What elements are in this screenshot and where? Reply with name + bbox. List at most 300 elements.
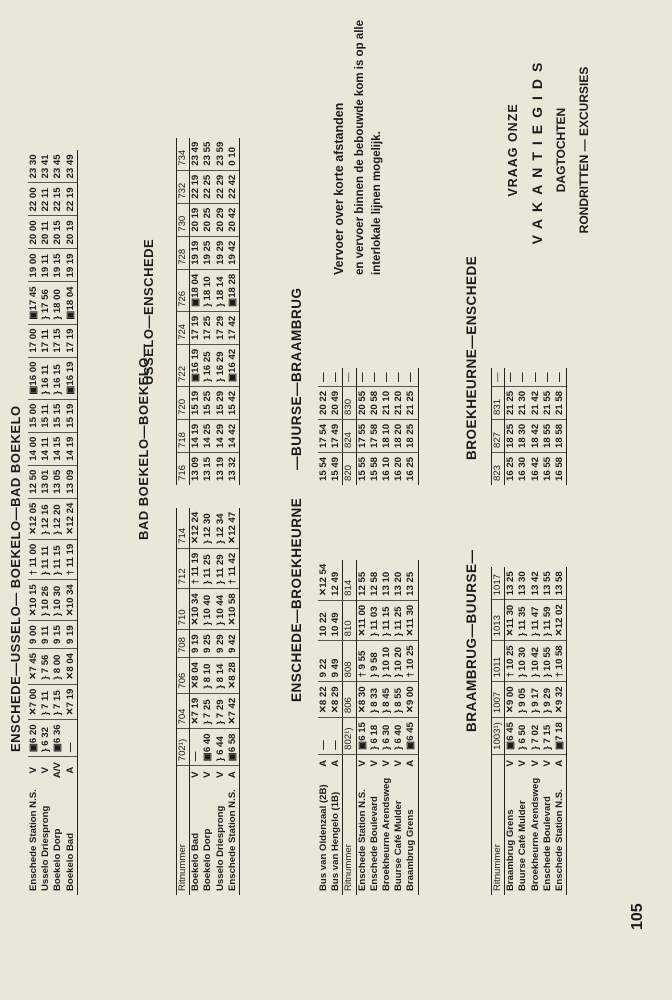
table-cell: —: [542, 368, 554, 386]
table-header-cell: Ritnummer: [177, 783, 190, 895]
table-cell: 17 00: [28, 324, 40, 357]
table-header-cell: 726: [177, 269, 190, 311]
table-header-cell: 712: [177, 548, 190, 588]
table-header-cell: 824: [343, 419, 356, 452]
table-cell: Usselo Driesprong: [40, 805, 52, 891]
table-cell: 13 25: [405, 560, 418, 601]
table-cell: 17 29: [215, 311, 227, 344]
table-cell: 23 59: [215, 138, 227, 171]
table-cell: 22 25: [202, 170, 214, 203]
title-buurse-braambrug: —BUURSE—BRAAMBRUG: [289, 287, 304, 470]
table-cell: 21 58: [554, 386, 567, 419]
table-cell: ▣17 45: [28, 282, 40, 324]
table-row: [530, 567, 542, 895]
table-cell: A: [65, 757, 78, 784]
table-cell: V: [505, 760, 517, 767]
table-cell: ✕8 28: [227, 658, 240, 694]
table-row: [517, 368, 529, 485]
table-cell: ✕9 32: [554, 682, 567, 718]
table-cell: } 18 00: [52, 282, 64, 324]
table-row: [227, 508, 240, 895]
table-cell: Enschede Station N.S.: [554, 772, 567, 895]
table-cell: ✕11 00: [356, 600, 369, 641]
table-cell: } 9 17: [530, 682, 542, 718]
table-cell: } 10 40: [202, 589, 214, 630]
table-header-cell: 720: [177, 386, 190, 419]
promo-line-1: VRAAG ONZE: [506, 103, 520, 197]
table-cell: 13 42: [530, 567, 542, 600]
table-cell: } 12 20: [52, 498, 64, 539]
table-row: [554, 567, 567, 895]
table-cell: † 10 58: [554, 641, 567, 682]
table-cell: ▣6 45: [505, 718, 518, 755]
table-header-cell: —: [343, 368, 356, 386]
table-cell: ✕10 34: [190, 589, 203, 630]
table-cell: } 6 44: [215, 729, 227, 766]
table-cell: —: [318, 368, 330, 386]
table-row: [542, 567, 554, 895]
table-cell: 18 25: [505, 419, 518, 452]
table-row: [227, 138, 240, 485]
table-cell: 18 25: [405, 419, 418, 452]
table-cell: ✕7 19: [190, 693, 203, 729]
table-cell: 9 42: [227, 630, 240, 658]
table-cell: } 7 25: [202, 693, 214, 729]
table-cell: A/V: [52, 762, 64, 779]
table-header-cell: 708: [177, 630, 190, 658]
table-cell: —: [190, 729, 203, 766]
table-cell: 13 20: [393, 560, 405, 601]
table-cell: ✕12 47: [227, 508, 240, 549]
table-cell: 20 11: [40, 216, 52, 249]
table-header-cell: 1017: [492, 567, 505, 600]
table-cell: 20 00: [28, 216, 40, 249]
table-cell: } 8 33: [369, 682, 381, 718]
table-cell: 21 30: [517, 386, 529, 419]
table-cell: —: [505, 368, 518, 386]
table-cell: ✕8 29: [330, 682, 343, 718]
table-cell: ✕12 05: [28, 498, 40, 539]
table-cell: 18 42: [530, 419, 542, 452]
table-cell: 21 42: [530, 386, 542, 419]
table-row: [215, 508, 227, 895]
table-header-cell: 714: [177, 508, 190, 549]
table-cell: 19 00: [28, 249, 40, 282]
table-cell: } 9 58: [369, 641, 381, 682]
table-cell: } 10 10: [381, 641, 393, 682]
table-header-cell: 704: [177, 693, 190, 729]
table-cell: 16 10: [381, 456, 393, 481]
table-cell: 17 15: [52, 324, 64, 357]
table-cell: Braambrug Grens: [405, 772, 418, 895]
table-cell: 15 58: [368, 456, 380, 481]
table-cell: 14 19: [65, 432, 78, 465]
table-cell: 13 10: [381, 560, 393, 601]
table-buurse-braambrug: [318, 368, 419, 485]
table-cell: } 11 03: [369, 600, 381, 641]
table-cell: } 8 00: [52, 648, 64, 684]
table-cell: A: [318, 759, 329, 767]
table-cell: 17 42: [227, 311, 240, 344]
table-cell: 13 30: [517, 567, 529, 600]
title-enschede-usselo-boekelo: ENSCHEDE—USSELO— BOEKELO—BAD BOEKELO: [8, 405, 23, 752]
table-cell: } 9 29: [542, 682, 554, 718]
table-cell: 20 58: [369, 386, 381, 419]
table-cell: } 18 10: [202, 269, 214, 311]
table-header-cell: 806: [343, 682, 356, 718]
table-bad-boekelo-enschede: [176, 508, 240, 895]
table-row: [369, 560, 381, 895]
table-cell: ✕8 22: [318, 682, 330, 718]
table-cell: 20 25: [202, 203, 214, 236]
table-cell: } 12 16: [40, 498, 52, 539]
table-header-cell: 718: [177, 419, 190, 452]
table-cell: 9 19: [65, 621, 78, 649]
promo-line-4: RONDRITTEN — EXCURSIES: [577, 66, 591, 234]
table-header-cell: 830: [343, 386, 356, 419]
table-cell: 17 55: [356, 419, 369, 452]
table-cell: Bus van Hengelo (1B): [330, 791, 342, 891]
table-cell: ✕7 00: [28, 684, 40, 720]
table-cell: 18 55: [542, 419, 554, 452]
table-header-cell: 730: [177, 203, 190, 236]
table-cell: } 7 29: [215, 693, 227, 729]
table-header-cell: —: [492, 368, 505, 386]
rotated-content: [6, 5, 666, 990]
table-cell: 21 20: [393, 386, 405, 419]
table-cell: 13 32: [227, 452, 240, 485]
table-cell: ✕10 58: [227, 589, 240, 630]
table-row: [369, 368, 381, 485]
table-cell: ✕12 24: [190, 508, 203, 549]
table-cell: 22 19: [190, 170, 203, 203]
table-cell: Boekelo Dorp: [202, 828, 214, 891]
table-cell: † 10 25: [505, 641, 518, 682]
table-cell: 16 25: [505, 456, 517, 481]
table-header-cell: 732: [177, 170, 190, 203]
table-header-cell: 1007: [492, 682, 505, 718]
table-cell: 20 15: [52, 216, 64, 249]
table-cell: } 11 47: [530, 600, 542, 641]
table-cell: 15 25: [202, 386, 214, 419]
table-cell: ✕8 30: [356, 682, 369, 718]
table-row: [393, 560, 405, 895]
table-row: [554, 368, 567, 485]
table-cell: 13 15: [202, 456, 214, 481]
info-heading: Vervoer over korte afstanden: [332, 102, 346, 275]
table-cell: ▣6 20: [28, 720, 40, 757]
table-row: [330, 368, 343, 485]
table-cell: 22 00: [28, 183, 40, 216]
table-cell: } 8 10: [202, 658, 214, 694]
table-header-cell: 1003¹): [492, 718, 505, 755]
table-cell: 14 42: [227, 419, 240, 452]
table-cell: 13 09: [190, 456, 202, 481]
table-cell: Enschede Station N.S.: [227, 783, 240, 895]
table-cell: 9 22: [318, 641, 330, 682]
table-row: [517, 567, 529, 895]
table-cell: 16 55: [541, 456, 553, 481]
table-cell: } 11 35: [517, 600, 529, 641]
table-cell: 18 20: [393, 419, 405, 452]
table-cell: V: [517, 760, 529, 767]
table-cell: ▣18 28: [227, 269, 240, 311]
table-cell: 9 00: [28, 621, 40, 649]
table-cell: 20 19: [65, 216, 78, 249]
table-header-row: [343, 368, 356, 485]
table-cell: A: [554, 754, 567, 771]
table-cell: ▣16 00: [28, 357, 40, 399]
table-cell: 15 29: [215, 386, 227, 419]
table-cell: } 7 02: [530, 718, 542, 755]
info-body: en vervoer binnen de bebouwde kom is op alle interlokale lijnen mogelijk.: [354, 20, 383, 275]
table-cell: } 9 05: [517, 682, 529, 718]
table-cell: 16 42: [529, 456, 541, 481]
table-cell: —: [530, 368, 542, 386]
table-header-cell: 810: [343, 600, 356, 641]
table-row: [215, 138, 227, 485]
table-cell: † 9 55: [356, 641, 369, 682]
table-cell: } 10 30: [517, 641, 529, 682]
table-cell: ▣18 04: [65, 282, 78, 324]
table-cell: 15 54: [318, 456, 329, 481]
table-cell: 15 55: [356, 456, 368, 481]
table-cell: ✕9 00: [405, 682, 418, 718]
table-cell: ▣18 04: [190, 269, 203, 311]
table-cell: 16 30: [517, 456, 529, 481]
table-cell: ✕12 02: [554, 600, 567, 641]
table-cell: 23 30: [28, 150, 40, 183]
page-number: 105: [629, 903, 646, 930]
table-cell: ▣7 18: [554, 718, 567, 755]
table-row: [405, 560, 418, 895]
table-cell: 20 29: [215, 203, 227, 236]
table-cell: } 7 56: [40, 648, 52, 684]
table-header-cell: 724: [177, 311, 190, 344]
table-enschede-broekheurne: [318, 560, 419, 895]
table-cell: 16 25: [405, 452, 418, 485]
table-row: [330, 560, 343, 895]
table-row: [356, 368, 369, 485]
table-cell: V: [40, 766, 52, 774]
table-row: [202, 508, 214, 895]
table-cell: 14 11: [40, 432, 52, 465]
table-row: [52, 150, 64, 895]
table-cell: 9 49: [330, 641, 343, 682]
table-cell: 21 25: [405, 386, 418, 419]
table-cell: Boekelo Bad: [190, 832, 202, 891]
table-cell: 19 29: [215, 236, 227, 269]
table-cell: 9 19: [190, 630, 203, 658]
table-cell: ✕7 45: [28, 648, 40, 684]
table-header-cell: 716: [177, 452, 190, 485]
table-header-cell: [492, 754, 505, 771]
table-cell: 17 58: [369, 419, 381, 452]
table-row: [190, 138, 203, 485]
table-cell: ✕10 15: [28, 580, 40, 621]
table-cell: 23 55: [202, 138, 214, 171]
table-header-row: [343, 560, 356, 895]
table-cell: ▣16 19: [65, 357, 78, 399]
table-header-cell: 710: [177, 589, 190, 630]
table-cell: 20 19: [190, 203, 203, 236]
table-cell: 22 29: [215, 170, 227, 203]
table-cell: —: [405, 368, 418, 386]
table-cell: —: [554, 368, 567, 386]
table-cell: ✕12 54: [318, 560, 330, 601]
table-cell: } 16 11: [40, 357, 52, 399]
table-cell: 10 49: [330, 600, 343, 641]
title-usselo-enschede: USSELO—ENSCHEDE: [141, 238, 156, 385]
table-cell: ✕8 04: [190, 658, 203, 694]
table-cell: } 8 45: [381, 682, 393, 718]
table-header-row: [177, 508, 190, 895]
table-header-cell: 1013: [492, 600, 505, 641]
table-cell: Enschede Boulevard: [541, 796, 553, 891]
table-cell: } 10 26: [40, 580, 52, 621]
table-cell: 19 19: [65, 249, 78, 282]
info-text: [331, 20, 386, 275]
table-cell: 17 11: [40, 324, 52, 357]
table-cell: † 11 00: [28, 539, 40, 579]
table-row: [65, 150, 78, 895]
table-cell: Buurse Café Mulder: [517, 800, 529, 891]
table-cell: 14 25: [202, 419, 214, 452]
title-enschede-broekheurne: ENSCHEDE—BROEKHEURNE: [289, 497, 304, 702]
title-bad-boekelo-enschede: BAD BOEKELO—BOEKELO—: [136, 343, 151, 540]
table-cell: ▣16 19: [190, 344, 203, 386]
table-cell: —: [318, 718, 330, 755]
table-cell: 14 15: [52, 432, 64, 465]
table-row: [381, 368, 393, 485]
table-cell: —: [65, 720, 78, 757]
table-cell: Boekelo Dorp: [52, 828, 64, 891]
table-cell: V: [541, 760, 553, 767]
table-header-cell: 808: [343, 641, 356, 682]
table-cell: 18 30: [517, 419, 529, 452]
table-header-cell: 722: [177, 344, 190, 386]
table-row: [318, 560, 330, 895]
table-cell: —: [356, 368, 369, 386]
table-cell: } 17 56: [40, 282, 52, 324]
table-row: [356, 560, 369, 895]
table-cell: ▣6 40: [202, 729, 214, 766]
table-cell: † 11 42: [227, 548, 240, 588]
table-cell: † 10 25: [405, 641, 418, 682]
table-header-row: [492, 368, 505, 485]
table-cell: ▣6 15: [356, 718, 369, 755]
table-cell: V: [529, 760, 541, 767]
table-cell: Bus van Oldenzaal (2B): [318, 784, 329, 891]
table-header-row: [492, 567, 505, 895]
table-cell: V: [202, 771, 214, 778]
table-cell: } 8 14: [215, 658, 227, 694]
table-cell: 13 19: [214, 456, 226, 481]
table-cell: } 6 18: [369, 718, 381, 755]
table-header-cell: 802¹): [343, 718, 356, 755]
table-cell: 18 58: [554, 419, 567, 452]
table-cell: ▣6 45: [405, 718, 418, 755]
title-broekheurne-enschede: BROEKHEURNE—ENSCHEDE: [464, 255, 479, 460]
table-cell: } 11 25: [393, 600, 405, 641]
table-cell: 17 54: [318, 419, 330, 452]
table-cell: Enschede Station N.S.: [356, 789, 368, 891]
table-cell: V: [368, 760, 380, 767]
table-cell: ▣6 36: [52, 720, 64, 757]
table-cell: } 10 55: [542, 641, 554, 682]
table-cell: ▣16 42: [227, 344, 240, 386]
table-cell: † 11 19: [65, 539, 78, 579]
table-header-row: [177, 138, 190, 485]
promo-line-3: DAGTOCHTEN: [554, 107, 568, 193]
table-cell: —: [330, 718, 343, 755]
table-cell: —: [330, 368, 343, 386]
table-cell: 15 19: [190, 386, 203, 419]
table-row: [202, 138, 214, 485]
table-cell: 23 49: [65, 150, 78, 183]
table-cell: } 11 29: [215, 548, 227, 588]
table-cell: 15 42: [227, 386, 240, 419]
table-cell: 22 19: [65, 183, 78, 216]
table-cell: —: [381, 368, 393, 386]
table-cell: } 7 11: [40, 684, 52, 720]
table-cell: } 10 42: [530, 641, 542, 682]
table-cell: ✕11 30: [405, 600, 418, 641]
table-cell: 22 15: [52, 183, 64, 216]
table-cell: —: [369, 368, 381, 386]
table-header-cell: 1011: [492, 641, 505, 682]
table-cell: 20 49: [330, 386, 343, 419]
table-cell: 12 49: [330, 560, 343, 601]
table-cell: 14 19: [190, 419, 203, 452]
table-cell: 20 42: [227, 203, 240, 236]
table-broekheurne-enschede: [491, 368, 567, 485]
table-cell: 13 09: [65, 465, 78, 498]
table-cell: ✕10 34: [65, 580, 78, 621]
table-cell: † 11 19: [190, 548, 203, 588]
table-cell: 21 55: [542, 386, 554, 419]
table-cell: 15 15: [52, 399, 64, 432]
table-header-cell: Ritnummer: [492, 772, 505, 895]
table-row: [318, 368, 330, 485]
table-cell: 19 11: [40, 249, 52, 282]
table-cell: V: [356, 760, 368, 767]
table-cell: 16 20: [393, 456, 405, 481]
table-cell: ▣6 58: [227, 729, 240, 766]
table-header-cell: 728: [177, 236, 190, 269]
table-header-cell: 814: [343, 560, 356, 601]
promo-line-2: VAKANTIEGIDS: [529, 55, 545, 245]
table-cell: } 11 15: [381, 600, 393, 641]
promo-block: [506, 10, 600, 290]
table-cell: 15 49: [330, 456, 342, 481]
table-cell: 15 00: [28, 399, 40, 432]
table-cell: 19 42: [227, 236, 240, 269]
table-cell: 10 22: [318, 600, 330, 641]
table-cell: 15 11: [40, 399, 52, 432]
table-cell: 9 11: [40, 621, 52, 649]
table-row: [40, 150, 52, 895]
table-cell: 19 15: [52, 249, 64, 282]
table-cell: } 11 25: [202, 548, 214, 588]
table-braambrug-buurse-enschede: [491, 567, 567, 895]
table-row: [28, 150, 40, 895]
table-cell: 13 01: [40, 465, 52, 498]
table-cell: —: [517, 368, 529, 386]
table-cell: } 6 40: [393, 718, 405, 755]
table-cell: ✕8 04: [65, 648, 78, 684]
table-cell: A: [330, 759, 342, 767]
